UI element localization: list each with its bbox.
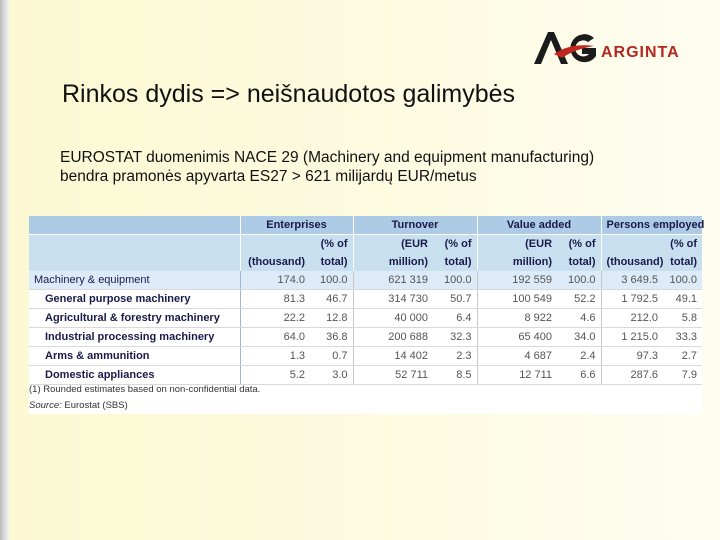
row-label: Agricultural & forestry machinery (29, 309, 240, 328)
table-cell: 1 792.5 (601, 290, 663, 309)
table-cell: 200 688 (353, 328, 433, 347)
table-cell: 64.0 (240, 328, 310, 347)
source-label: Source: (29, 400, 62, 411)
table-group-header-row (29, 216, 702, 235)
subheader-cell: (EUR (477, 235, 557, 254)
corner-cell (29, 216, 240, 235)
table-cell: 12 711 (477, 366, 557, 385)
table-cell: 100 549 (477, 290, 557, 309)
row-label: Arms & ammunition (29, 347, 240, 366)
table-cell: 4 687 (477, 347, 557, 366)
table-cell: 100.0 (433, 271, 477, 290)
eurostat-table (29, 216, 705, 385)
subheader-cell (240, 235, 310, 254)
table-row (29, 347, 702, 366)
subheader-cell: total) (663, 253, 702, 271)
table-cell: 621 319 (353, 271, 433, 290)
table-cell: 3.0 (310, 366, 353, 385)
group-header: Persons employed (601, 216, 702, 235)
group-header: Value added (477, 216, 601, 235)
table-cell: 100.0 (310, 271, 353, 290)
subtitle-line: bendra pramonės apyvarta ES27 > 621 milijardų EUR/metus (60, 168, 477, 185)
table-source (29, 400, 128, 411)
row-label: Industrial processing machinery (29, 328, 240, 347)
table-cell: 0.7 (310, 347, 353, 366)
table-cell: 1.3 (240, 347, 310, 366)
subheader-cell: (thousand) (601, 253, 663, 271)
table-row (29, 309, 702, 328)
slide-left-bar (0, 0, 9, 540)
row-label: Domestic appliances (29, 366, 240, 385)
subheader-cell: total) (310, 253, 353, 271)
logo-text: ARGINTA (601, 44, 680, 61)
table-row (29, 366, 702, 385)
table-cell: 36.8 (310, 328, 353, 347)
subheader-cell: total) (433, 253, 477, 271)
table-cell: 97.3 (601, 347, 663, 366)
subheader-cell: (% of (433, 235, 477, 254)
table-cell: 33.3 (663, 328, 702, 347)
table-row (29, 290, 702, 309)
subheader-cell: (% of (663, 235, 702, 254)
table-cell: 100.0 (557, 271, 601, 290)
table-cell: 4.6 (557, 309, 601, 328)
table-row (29, 271, 702, 290)
table-cell: 22.2 (240, 309, 310, 328)
table-cell: 8 922 (477, 309, 557, 328)
table-cell: 192 559 (477, 271, 557, 290)
corner-cell (29, 253, 240, 271)
subtitle-line: EUROSTAT duomenimis NACE 29 (Machinery and equipment manufacturing) (60, 149, 595, 166)
table-cell: 100.0 (663, 271, 702, 290)
table-cell: 81.3 (240, 290, 310, 309)
table-cell: 34.0 (557, 328, 601, 347)
subheader-cell (601, 235, 663, 254)
table-cell: 12.8 (310, 309, 353, 328)
table-cell: 174.0 (240, 271, 310, 290)
table-cell: 14 402 (353, 347, 433, 366)
slide-title: Rinkos dydis => neišnaudotos galimybės (62, 80, 516, 108)
table-cell: 5.8 (663, 309, 702, 328)
table-cell: 314 730 (353, 290, 433, 309)
table-footnote: (1) Rounded estimates based on non-confidential data. (29, 384, 261, 395)
group-header: Enterprises (240, 216, 353, 235)
table-cell: 6.6 (557, 366, 601, 385)
subheader-cell: million) (353, 253, 433, 271)
corner-cell (29, 235, 240, 254)
table-cell: 287.6 (601, 366, 663, 385)
table-cell: 2.3 (433, 347, 477, 366)
table-cell: 5.2 (240, 366, 310, 385)
table-row (29, 328, 702, 347)
subheader-cell: million) (477, 253, 557, 271)
table-subheader-row (29, 235, 702, 254)
row-label: General purpose machinery (29, 290, 240, 309)
subheader-cell: (% of (310, 235, 353, 254)
source-value: Eurostat (SBS) (64, 400, 128, 411)
subheader-cell: (thousand) (240, 253, 310, 271)
table-cell: 1 215.0 (601, 328, 663, 347)
table-cell: 65 400 (477, 328, 557, 347)
table-cell: 52 711 (353, 366, 433, 385)
table-cell: 6.4 (433, 309, 477, 328)
subheader-cell: (EUR (353, 235, 433, 254)
table-cell: 40 000 (353, 309, 433, 328)
table-subheader-row (29, 253, 702, 271)
subheader-cell: (% of (557, 235, 601, 254)
table-cell: 49.1 (663, 290, 702, 309)
table-cell: 50.7 (433, 290, 477, 309)
table-cell: 52.2 (557, 290, 601, 309)
table-cell: 2.7 (663, 347, 702, 366)
table-cell: 3 649.5 (601, 271, 663, 290)
table-cell: 7.9 (663, 366, 702, 385)
group-header: Turnover (353, 216, 477, 235)
table-cell: 8.5 (433, 366, 477, 385)
table-cell: 46.7 (310, 290, 353, 309)
table-cell: 32.3 (433, 328, 477, 347)
subheader-cell: total) (557, 253, 601, 271)
slide-subtitle (60, 148, 700, 186)
row-label: Machinery & equipment (29, 271, 240, 290)
table-cell: 212.0 (601, 309, 663, 328)
table-cell: 2.4 (557, 347, 601, 366)
